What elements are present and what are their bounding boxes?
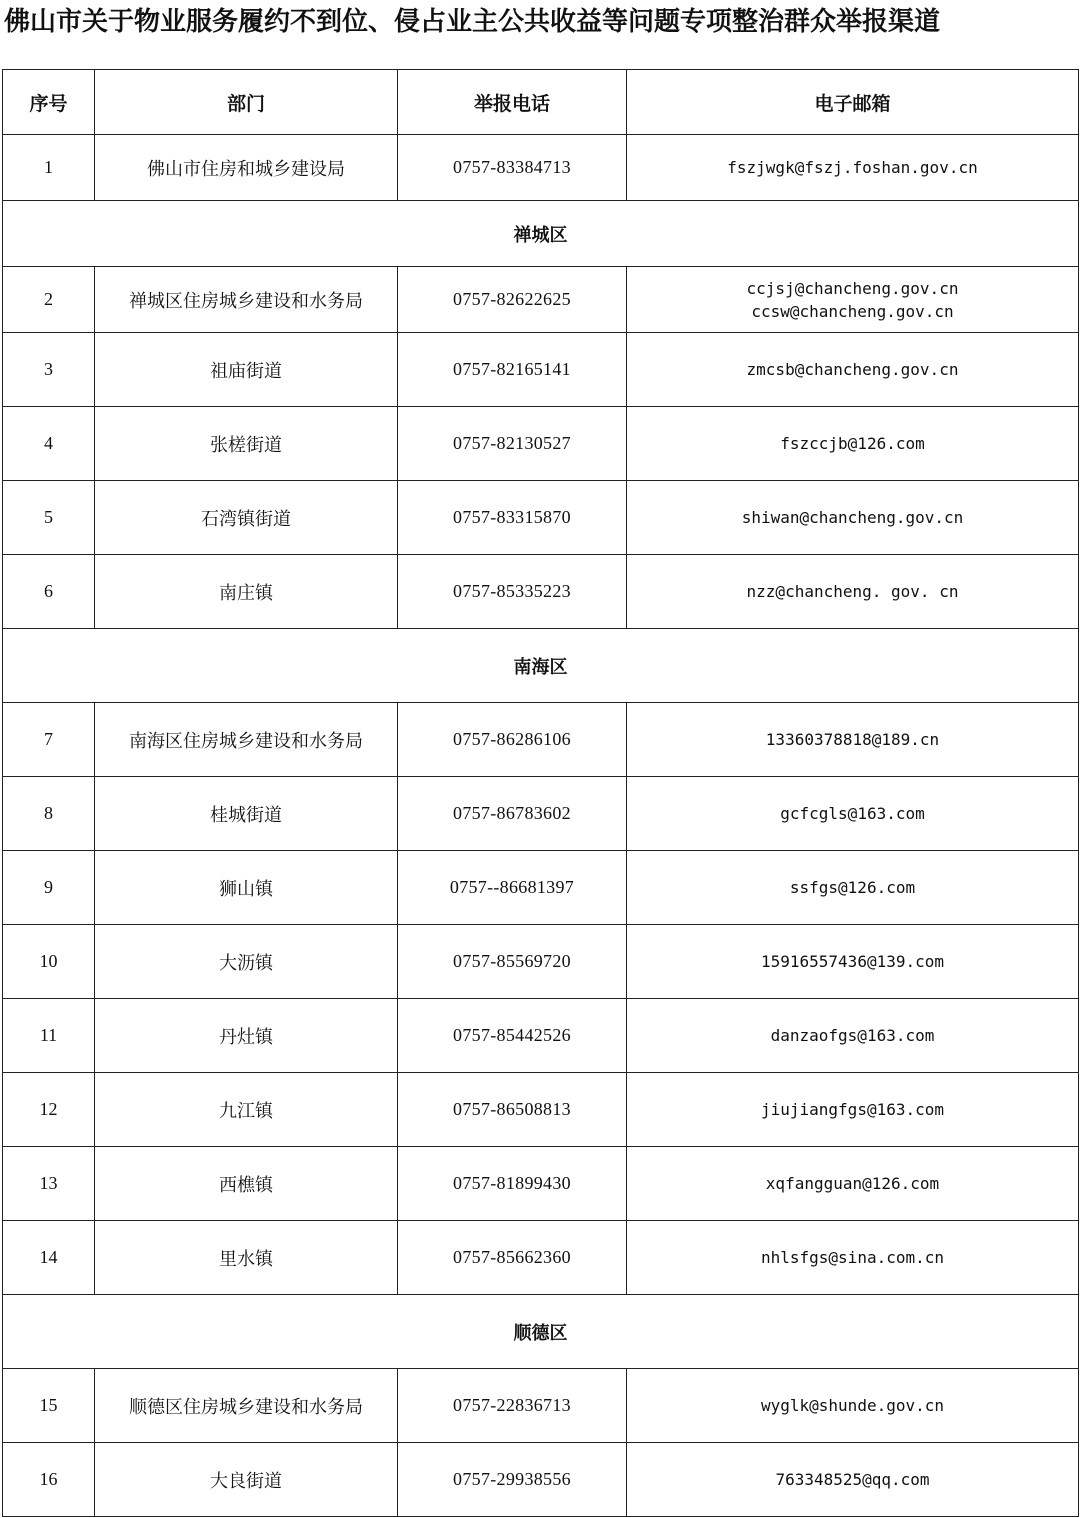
email-address: 13360378818@189.cn (765, 730, 940, 749)
department-cell: 大良街道 (95, 1443, 398, 1517)
email-cell (627, 267, 1079, 333)
table-row (3, 333, 1079, 407)
district-name: 顺德区 (3, 1295, 1079, 1369)
email-cell (627, 1073, 1079, 1147)
department-cell: 祖庙街道 (95, 333, 398, 407)
email-cell (627, 1147, 1079, 1221)
phone-cell: 0757-86286106 (398, 703, 627, 777)
department-cell: 顺德区住房城乡建设和水务局 (95, 1369, 398, 1443)
table-row (3, 267, 1079, 333)
table-body (3, 135, 1079, 1517)
email-address: ccjsj@chancheng.gov.cn (746, 278, 959, 298)
email-address: ccsw@chancheng.gov.cn (751, 301, 954, 321)
table-row (3, 481, 1079, 555)
serial-number-cell: 8 (3, 777, 95, 851)
phone-cell: 0757-81899430 (398, 1147, 627, 1221)
phone-cell: 0757-82622625 (398, 267, 627, 333)
department-cell: 禅城区住房城乡建设和水务局 (95, 267, 398, 333)
serial-number-cell: 1 (3, 135, 95, 201)
department-cell: 大沥镇 (95, 925, 398, 999)
department-cell: 石湾镇街道 (95, 481, 398, 555)
email-cell (627, 555, 1079, 629)
email-address: jiujiangfgs@163.com (760, 1100, 945, 1119)
header-department: 部门 (95, 70, 398, 135)
phone-cell: 0757-85335223 (398, 555, 627, 629)
email-address: fszccjb@126.com (780, 434, 925, 453)
district-section-row (3, 1295, 1079, 1369)
serial-number-cell: 14 (3, 1221, 95, 1295)
phone-cell: 0757-83384713 (398, 135, 627, 201)
serial-number-cell: 10 (3, 925, 95, 999)
email-cell (627, 1221, 1079, 1295)
department-cell: 南海区住房城乡建设和水务局 (95, 703, 398, 777)
district-name: 禅城区 (3, 201, 1079, 267)
email-cell (627, 135, 1079, 201)
department-cell: 九江镇 (95, 1073, 398, 1147)
email-cell (627, 333, 1079, 407)
serial-number-cell: 9 (3, 851, 95, 925)
serial-number-cell: 16 (3, 1443, 95, 1517)
department-cell: 桂城街道 (95, 777, 398, 851)
table-row (3, 135, 1079, 201)
email-cell (627, 481, 1079, 555)
table-row (3, 555, 1079, 629)
email-address: nhlsfgs@sina.com.cn (760, 1248, 945, 1267)
phone-cell: 0757-86508813 (398, 1073, 627, 1147)
serial-number-cell: 2 (3, 267, 95, 333)
phone-cell: 0757-29938556 (398, 1443, 627, 1517)
district-section-row (3, 629, 1079, 703)
phone-cell: 0757-86783602 (398, 777, 627, 851)
phone-cell: 0757-85569720 (398, 925, 627, 999)
table-row (3, 1073, 1079, 1147)
serial-number-cell: 6 (3, 555, 95, 629)
email-address: wyglk@shunde.gov.cn (760, 1396, 945, 1415)
table-row (3, 1221, 1079, 1295)
department-cell: 南庄镇 (95, 555, 398, 629)
email-address: shiwan@chancheng.gov.cn (741, 508, 964, 527)
header-serial-number: 序号 (3, 70, 95, 135)
email-address: zmcsb@chancheng.gov.cn (746, 360, 959, 379)
header-email: 电子邮箱 (627, 70, 1079, 135)
serial-number-cell: 13 (3, 1147, 95, 1221)
email-address: nzz@chancheng. gov. cn (746, 582, 959, 601)
serial-number-cell: 11 (3, 999, 95, 1073)
serial-number-cell: 3 (3, 333, 95, 407)
table-row (3, 1443, 1079, 1517)
table-row (3, 1147, 1079, 1221)
table-header-row (3, 70, 1079, 135)
department-cell: 西樵镇 (95, 1147, 398, 1221)
email-address: danzaofgs@163.com (770, 1026, 935, 1045)
department-cell: 丹灶镇 (95, 999, 398, 1073)
page-title: 佛山市关于物业服务履约不到位、侵占业主公共收益等问题专项整治群众举报渠道 (4, 7, 941, 37)
table-row (3, 999, 1079, 1073)
department-cell: 狮山镇 (95, 851, 398, 925)
serial-number-cell: 4 (3, 407, 95, 481)
district-section-row (3, 201, 1079, 267)
table-row (3, 1369, 1079, 1443)
email-cell (627, 999, 1079, 1073)
serial-number-cell: 12 (3, 1073, 95, 1147)
email-address: 763348525@qq.com (775, 1470, 930, 1489)
department-cell: 佛山市住房和城乡建设局 (95, 135, 398, 201)
phone-cell: 0757-82165141 (398, 333, 627, 407)
email-address: 15916557436@139.com (760, 952, 945, 971)
email-cell (627, 1443, 1079, 1517)
email-cell (627, 407, 1079, 481)
email-cell (627, 777, 1079, 851)
serial-number-cell: 5 (3, 481, 95, 555)
email-address: gcfcgls@163.com (780, 804, 925, 823)
phone-cell: 0757--86681397 (398, 851, 627, 925)
table-row (3, 925, 1079, 999)
table-row (3, 407, 1079, 481)
table-row (3, 703, 1079, 777)
phone-cell: 0757-82130527 (398, 407, 627, 481)
table-row (3, 851, 1079, 925)
district-name: 南海区 (3, 629, 1079, 703)
report-channels-table (2, 69, 1079, 1517)
email-address: fszjwgk@fszj.foshan.gov.cn (727, 158, 978, 177)
email-address: xqfangguan@126.com (765, 1174, 940, 1193)
phone-cell: 0757-85442526 (398, 999, 627, 1073)
phone-cell: 0757-22836713 (398, 1369, 627, 1443)
serial-number-cell: 7 (3, 703, 95, 777)
phone-cell: 0757-83315870 (398, 481, 627, 555)
email-cell (627, 851, 1079, 925)
serial-number-cell: 15 (3, 1369, 95, 1443)
email-cell (627, 703, 1079, 777)
header-report-phone: 举报电话 (398, 70, 627, 135)
email-cell (627, 1369, 1079, 1443)
department-cell: 张槎街道 (95, 407, 398, 481)
department-cell: 里水镇 (95, 1221, 398, 1295)
email-cell (627, 925, 1079, 999)
email-address: ssfgs@126.com (789, 878, 916, 897)
phone-cell: 0757-85662360 (398, 1221, 627, 1295)
table-row (3, 777, 1079, 851)
